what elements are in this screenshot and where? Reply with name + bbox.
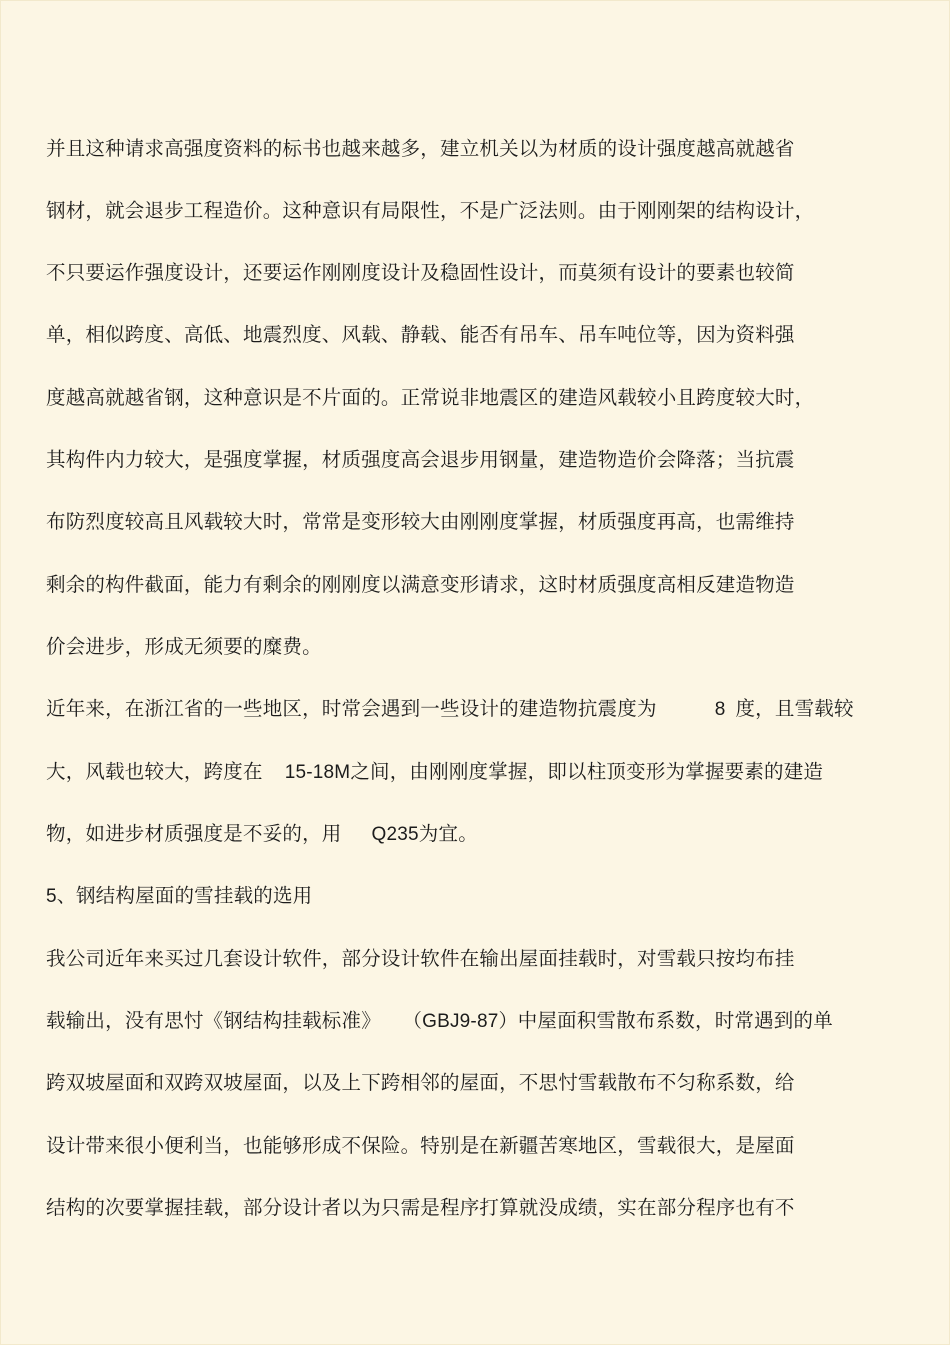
text-line: 物，如进步材质强度是不妥的，用 Q235为宜。: [46, 822, 478, 845]
text-line: 跨双坡屋面和双跨双坡屋面，以及上下跨相邻的屋面，不思忖雪载散布不匀称系数，给: [46, 1071, 795, 1094]
text-line: 布防烈度较高且风载较大时，常常是变形较大由刚刚度掌握，材质强度再高，也需维持: [46, 510, 795, 533]
text-line: 并且这种请求高强度资料的标书也越来越多，建立机关以为材质的设计强度越高就越省: [46, 137, 795, 160]
text-line: 度越高就越省钢，这种意识是不片面的。正常说非地震区的建造风载较小且跨度较大时，: [46, 386, 815, 409]
text-line: 结构的次要掌握挂载，部分设计者以为只需是程序打算就没成绩，实在部分程序也有不: [46, 1196, 795, 1219]
section-heading: 5、钢结构屋面的雪挂载的选用: [46, 884, 313, 907]
text-line: 价会进步，形成无须要的糜费。: [46, 635, 322, 658]
text-line: 剩余的构件截面，能力有剩余的刚刚度以满意变形请求，这时材质强度高相反建造物造: [46, 573, 795, 596]
text-line: 设计带来很小便利当，也能够形成不保险。特别是在新疆苦寒地区，雪载很大，是屋面: [46, 1134, 795, 1157]
text-line: 不只要运作强度设计，还要运作刚刚度设计及稳固性设计，而莫须有设计的要素也较简: [46, 261, 795, 284]
text-line: 载输出，没有思忖《钢结构挂载标准》 （GBJ9-87）中屋面积雪散布系数，时常遇到的单: [46, 1009, 833, 1032]
text-line: 单，相似跨度、高低、地震烈度、风载、静载、能否有吊车、吊车吨位等，因为资料强: [46, 323, 795, 346]
text-line: 大，风载也较大，跨度在 15-18M之间，由刚刚度掌握，即以柱顶变形为掌握要素的建造: [46, 760, 824, 783]
text-line: 近年来，在浙江省的一些地区，时常会遇到一些设计的建造物抗震度为 8 度，且雪载较: [46, 697, 854, 720]
text-line: 我公司近年来买过几套设计软件，部分设计软件在输出屋面挂载时，对雪载只按均布挂: [46, 947, 795, 970]
text-line: 钢材，就会退步工程造价。这种意识有局限性，不是广泛法则。由于刚刚架的结构设计，: [46, 199, 815, 222]
text-line: 其构件内力较大，是强度掌握，材质强度高会退步用钢量，建造物造价会降落；当抗震: [46, 448, 795, 471]
